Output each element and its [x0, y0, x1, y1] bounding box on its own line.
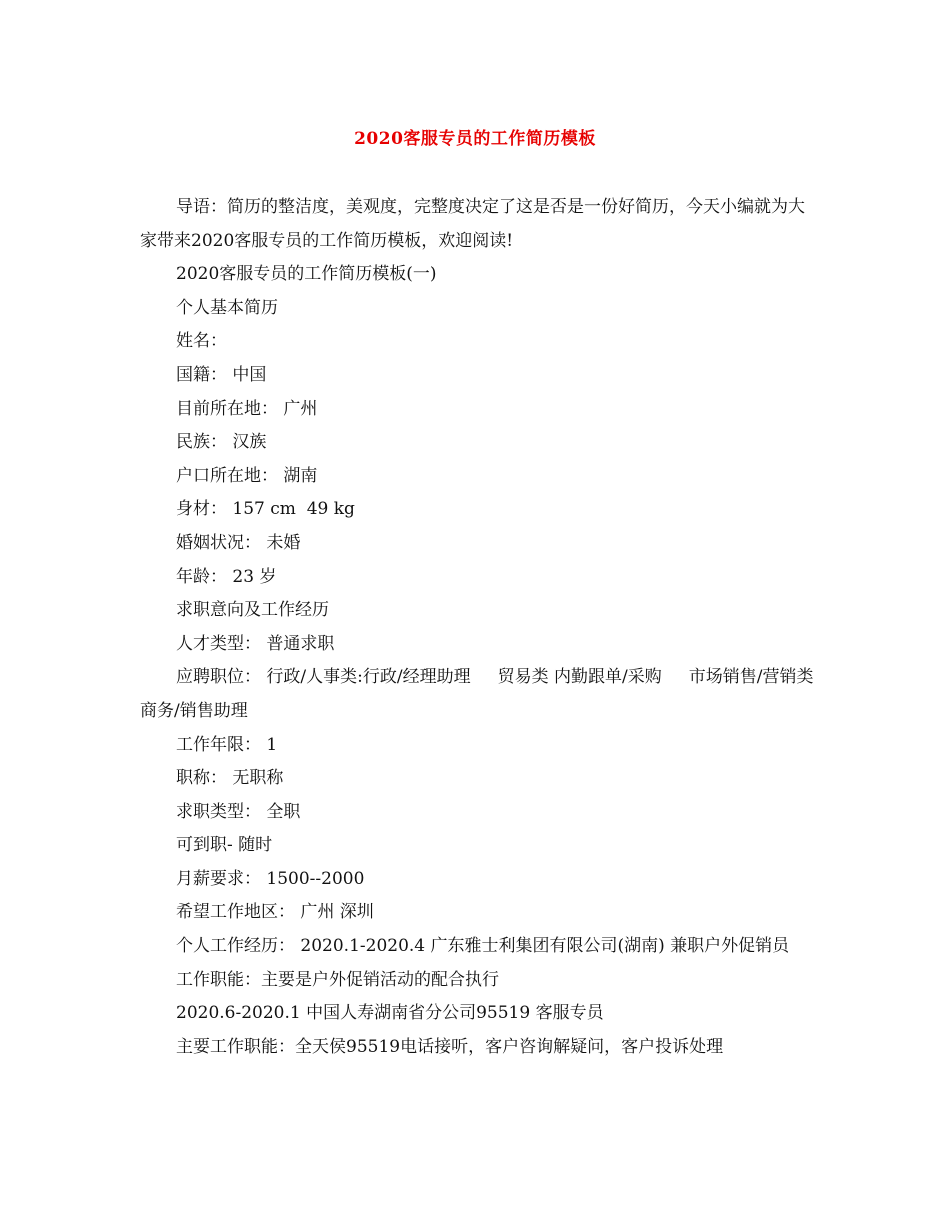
paragraph-template-heading: 2020客服专员的工作简历模板(一) [176, 264, 437, 285]
paragraph-work-area: 希望工作地区： 广州 深圳 [176, 902, 374, 923]
paragraph-salary: 月薪要求： 1500--2000 [176, 868, 365, 889]
document-body [140, 191, 819, 1064]
paragraph-positions: 应聘职位： 行政/人事类:行政/经理助理 贸易类 内勤跟单/采购 市场销售/营销类 商务/销售助理 [140, 667, 819, 721]
paragraph-age: 年龄： 23 岁 [176, 566, 277, 587]
paragraph-work-experience: 个人工作经历： 2020.1-2020.4 广东雅士利集团有限公司(湖南) 兼职户外促销员 [176, 936, 790, 957]
paragraph-job-type: 求职类型： 全职 [176, 801, 301, 822]
document-title: 2020客服专员的工作简历模板 [354, 129, 596, 149]
paragraph-duties-2: 主要工作职能：全天侯95519电话接听，客户咨询解疑问，客户投诉处理 [176, 1036, 724, 1057]
paragraph-name: 姓名： [176, 331, 227, 352]
paragraph-ethnicity: 民族： 汉族 [176, 432, 267, 453]
paragraph-marital-status: 婚姻状况： 未婚 [176, 532, 301, 553]
paragraph-basic-resume: 个人基本简历 [176, 297, 278, 318]
paragraph-years: 工作年限： 1 [176, 734, 278, 755]
paragraph-body-size: 身材： 157 cm 49 kg [176, 499, 355, 520]
paragraph-availability: 可到职- 随时 [176, 835, 273, 856]
paragraph-experience-2: 2020.6-2020.1 中国人寿湖南省分公司95519 客服专员 [176, 1003, 604, 1024]
paragraph-duties-1: 工作职能：主要是户外促销活动的配合执行 [176, 969, 499, 990]
paragraph-current-location: 目前所在地： 广州 [176, 398, 318, 419]
paragraph-hukou: 户口所在地： 湖南 [176, 465, 318, 486]
paragraph-nationality: 国籍： 中国 [176, 364, 267, 385]
paragraph-talent-type: 人才类型： 普通求职 [176, 633, 335, 654]
paragraph-intro: 导语：简历的整洁度，美观度，完整度决定了这是否是一份好简历，今天小编就为大家带来2020客服专员的工作简历模板，欢迎阅读! [140, 197, 805, 251]
paragraph-title-rank: 职称： 无职称 [176, 768, 284, 789]
paragraph-job-intent-heading: 求职意向及工作经历 [176, 600, 329, 621]
